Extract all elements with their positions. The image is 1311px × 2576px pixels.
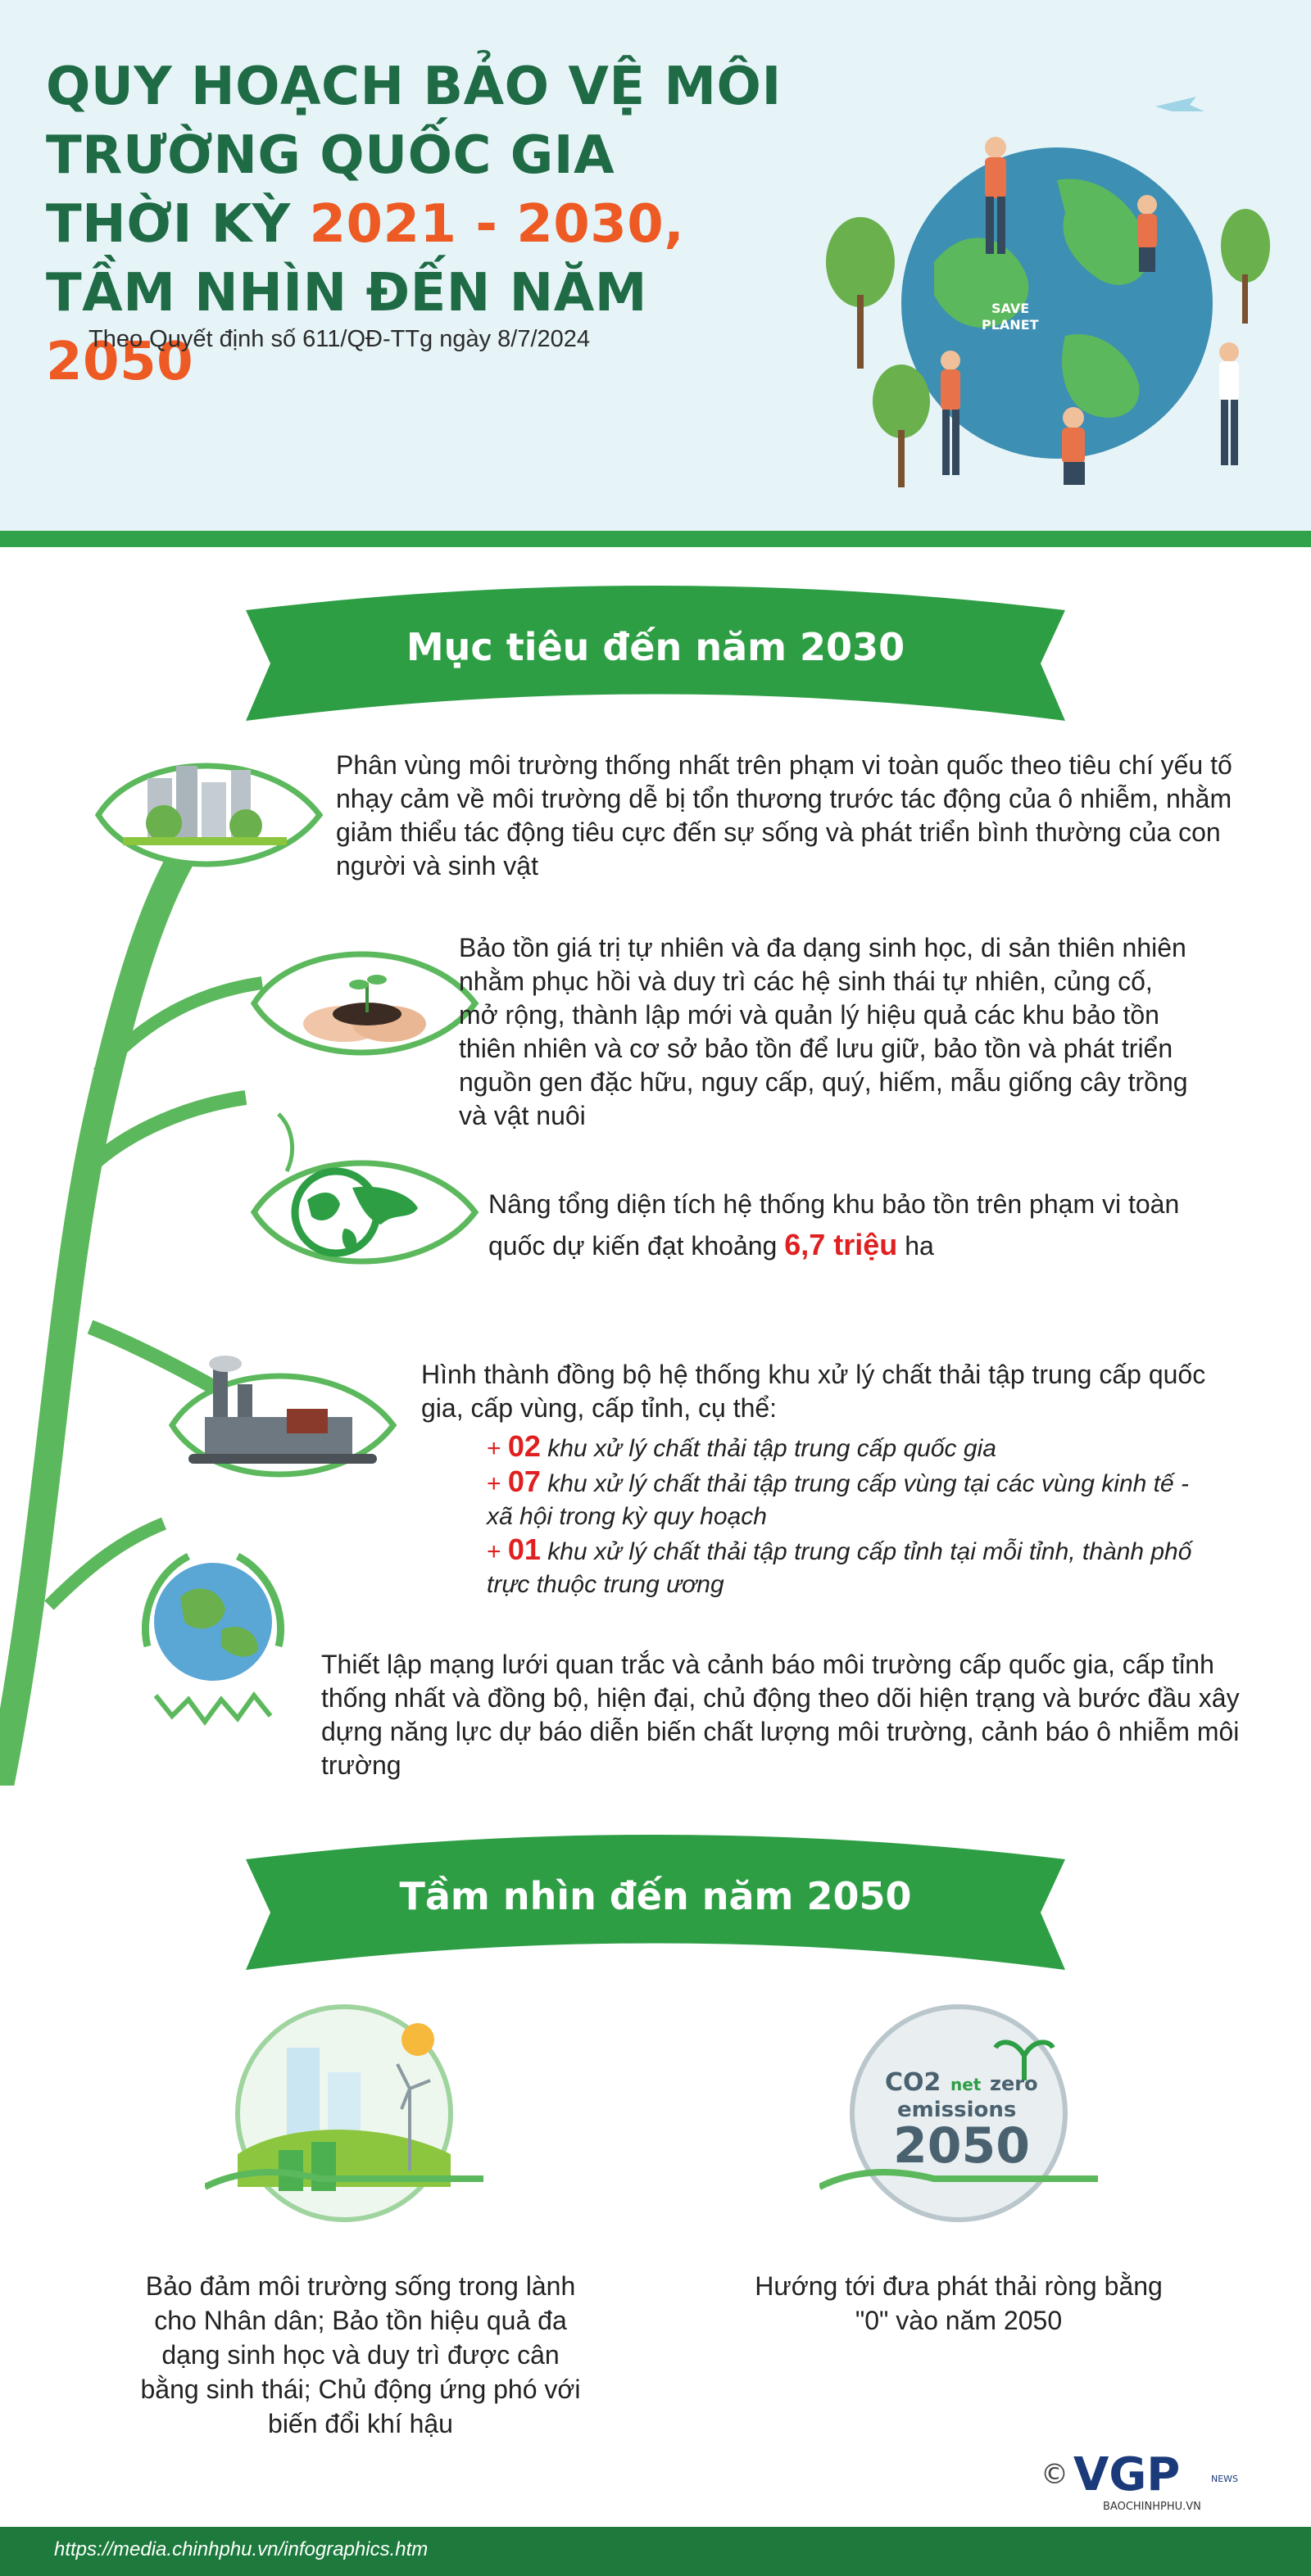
waste-text-provincial: khu xử lý chất thải tập trung cấp tỉnh tại mỗi tỉnh, thành phố trực thuộc trung ương [487,1538,1192,1598]
net-zero-badge [819,1990,1098,2236]
waste-text-regional: khu xử lý chất thải tập trung cấp vùng tại các vùng kinh tế - xã hội trong kỳ quy hoạch [487,1470,1190,1530]
title-line-3-text: THỜI KỲ [46,194,310,255]
vision-net-zero: Hướng tới đưa phát thải ròng bằng "0" vào năm 2050 [755,2271,1163,2335]
header-divider [0,531,1311,547]
badge-zero: zero [990,2072,1038,2095]
goal-monitoring-network: Thiết lập mạng lưới quan trắc và cảnh báo môi trường cấp quốc gia, cấp tỉnh thống nhất và đồng bộ, hiện đại, chủ động theo dõi hiện trạng và bước đầu xây dựng năng lực dự báo diễn biến chất lượng môi trường, cảnh báo ô nhiễm môi trường [321,1650,1240,1780]
source-link[interactable]: https://media.chinhphu.vn/infographics.htm [54,2538,429,2560]
ribbon-2030 [229,586,1082,733]
protected-area-unit: ha [897,1231,934,1261]
badge-co2: CO2 [885,2068,941,2097]
globe-label-planet: PLANET [982,317,1039,333]
save-planet-illustration [819,57,1278,516]
title-line-2: TRƯỜNG QUỐC GIA [46,125,615,186]
section-heading-2030: Mục tiêu đến năm 2030 [406,625,905,669]
city-park-icon [90,745,328,885]
goal-waste-treatment [421,1358,1208,1601]
section-heading-2050: Tầm nhìn đến năm 2050 [399,1874,912,1918]
title-vision-year: 2050 [46,332,194,392]
logo-text: VGP [1073,2448,1181,2501]
goal-biodiversity-conservation: Bảo tồn giá trị tự nhiên và đa dạng sinh học, di sản thiên nhiên nhằm phục hồi và duy trì các hệ sinh thái tự nhiên, củng cố, mở rộng, thành lập mới và quản lý hiệu quả các khu bảo tồn thiên nhiên và cơ sở bảo tồn để lưu giữ, bảo tồn và phát triển nguồn gen đặc hữu, nguy cấp, quý, hiếm, mẫu giống cây trồng và vật nuôi [459,933,1188,1130]
list-item-provincial: + 01 khu xử lý chất thải tập trung cấp tỉnh tại mỗi tỉnh, thành phố trực thuộc trung ương [487,1532,1192,1598]
badge-emissions: emissions [897,2098,1017,2122]
logo-site: BAOCHINHPHU.VN [1103,2501,1201,2513]
world-map-icon [246,1098,483,1286]
waste-zone-list [421,1430,1208,1601]
title-line-4-text: TẦM NHÌN ĐẾN NĂM [46,263,647,324]
badge-year: 2050 [893,2117,1030,2175]
globe-care-icon [123,1532,303,1736]
protected-area-value: 6,7 triệu [784,1228,898,1261]
goal-waste-intro: Hình thành đồng bộ hệ thống khu xử lý chất thải tập trung cấp quốc gia, cấp vùng, cấp tỉnh, cụ thể: [421,1360,1206,1423]
green-city-icon [205,1990,483,2236]
title-period: 2021 - 2030, [309,194,685,255]
title-line-3 [46,190,783,259]
title-line-1: QUY HOẠCH BẢO VỆ MÔI [46,57,782,117]
waste-text-national: khu xử lý chất thải tập trung cấp quốc gia [540,1435,996,1462]
plane-icon [1155,97,1204,111]
factory-icon [164,1351,401,1499]
footer-bar [0,2527,1311,2576]
goal-protected-area-text: Nâng tổng diện tích hệ thống khu bảo tồn trên phạm vi toàn quốc dự kiến đạt khoảng [488,1189,1180,1261]
waste-count-regional: 07 [507,1465,541,1498]
ribbon-2050 [229,1835,1082,1982]
list-item-national: + 02 khu xử lý chất thải tập trung cấp quốc gia [487,1429,996,1463]
header [0,0,1311,531]
goal-environmental-zoning: Phân vùng môi trường thống nhất trên phạm vi toàn quốc theo tiêu chí yếu tố nhạy cảm về môi trường dễ bị tổn thương trước tác động của ô nhiễm, nhằm giảm thiểu tác động tiêu cực đến sự sống và phát triển bình thường của con người và sinh vật [336,750,1232,881]
waste-count-provincial: 01 [507,1532,541,1566]
logo-news: NEWS [1211,2474,1239,2484]
waste-count-national: 02 [507,1429,541,1463]
badge-net: net [950,2075,982,2094]
list-item-regional: + 07 khu xử lý chất thải tập trung cấp vùng tại các vùng kinh tế - xã hội trong kỳ quy hoạch [487,1465,1190,1530]
goal-protected-area [488,1184,1226,1266]
hands-seedling-icon [246,934,483,1073]
vision-healthy-environment: Bảo đảm môi trường sống trong lành cho Nhân dân; Bảo tồn hiệu quả đa dạng sinh học và duy trì được cân bằng sinh thái; Chủ động ứng phó với biến đổi khí hậu [140,2271,581,2438]
vgp-logo [1041,2441,1262,2515]
globe-label-save: SAVE [991,301,1030,316]
copyright-symbol: © [1041,2458,1068,2491]
decision-reference: Theo Quyết định số 611/QĐ-TTg ngày 8/7/2024 [88,326,591,352]
